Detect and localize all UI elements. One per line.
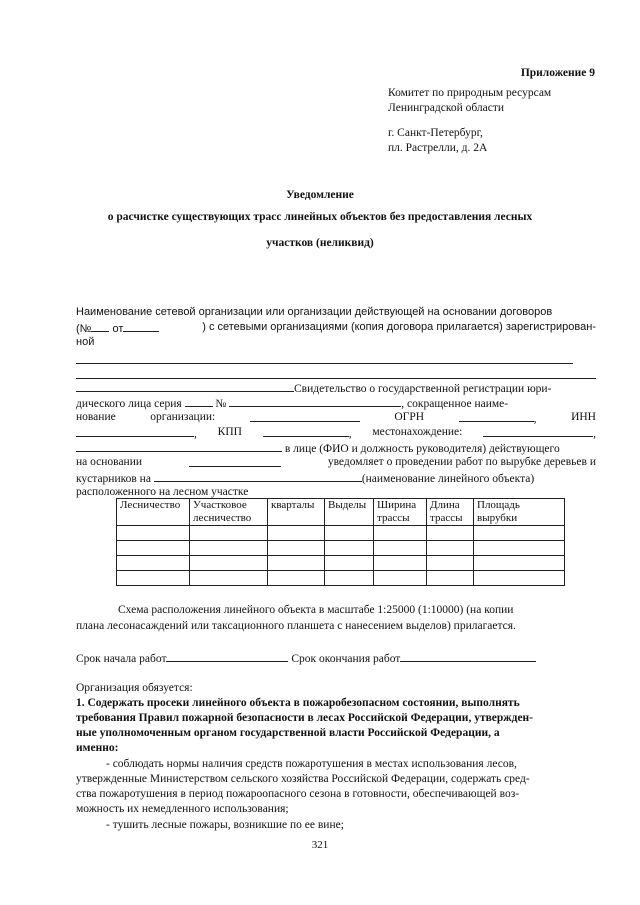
address-line: г. Санкт-Петербург, — [388, 127, 483, 139]
short-name-label: , сокращенное наиме- — [401, 398, 509, 410]
header-width: Ширина трассы — [374, 499, 427, 526]
obligation-item: именно: — [76, 742, 119, 754]
series-blank[interactable] — [185, 395, 213, 407]
ogrn-label: ОГРН — [394, 411, 425, 423]
obligation-paragraph: - тушить лесные пожары, возникшие по ее вине; — [106, 819, 344, 831]
header-quarters: кварталы — [268, 499, 325, 526]
location-blank-2[interactable] — [76, 440, 282, 452]
addressee — [388, 86, 551, 116]
notifies-label: уведомляет о проведении работ по вырубке деревьев и — [327, 456, 596, 468]
inn-blank[interactable] — [76, 425, 194, 437]
org-name-blank[interactable] — [76, 380, 294, 392]
inn-label: ИНН — [571, 411, 596, 423]
kpp-label: КПП — [217, 426, 242, 438]
name-label: нование — [76, 411, 116, 423]
obligation-item: ные уполномоченным органом государственной власти Российской Федерации, а — [76, 727, 500, 739]
addressee-line: Ленинградской области — [388, 102, 505, 114]
contract-text: ) с сетевыми организациями (копия договора прилагается) зарегистрирован- — [202, 321, 596, 333]
obligation-paragraph: - соблюдать нормы наличия средств пожаротушения в местах использования лесов, — [106, 758, 517, 770]
person-label: в лице (ФИО и должность руководителя) действующего — [284, 443, 560, 455]
document-subtitle: о расчистке существующих трасс линейных объектов без предоставления лесных — [107, 211, 533, 223]
num-label: № — [215, 398, 227, 410]
end-date-label: Срок окончания работ — [291, 653, 401, 665]
name-line: нование организации: ОГРН , ИНН — [76, 411, 596, 425]
table-row — [117, 571, 565, 586]
certificate-label: Свидетельство о государственной регистрации юри- — [294, 383, 552, 395]
obligation-paragraph: можность их немедленного использования; — [76, 803, 289, 815]
kpp-line: , КПП , местонахождение: , — [76, 425, 596, 442]
table-header-row — [117, 499, 565, 526]
table-row — [117, 526, 565, 541]
ogrn-blank[interactable] — [459, 410, 534, 422]
location-label: местонахождение: — [372, 426, 463, 438]
address-line: пл. Растрелли, д. 2А — [388, 142, 488, 154]
header-length: Длина трассы — [427, 499, 474, 526]
appendix-label: Приложение 9 — [520, 67, 595, 79]
org-label: организации: — [150, 411, 216, 423]
scheme-line: Схема расположения линейного объекта в масштабе 1:25000 (1:10000) (на копии — [118, 604, 514, 616]
basis-blank[interactable] — [189, 455, 281, 467]
document-title: Уведомление — [286, 189, 354, 201]
table-row — [117, 541, 565, 556]
obligation-paragraph: ства пожаротушения в период пожароопасного сезона в готовности, обеспечивающей воз- — [76, 788, 520, 800]
addressee-line: Комитет по природным ресурсам — [388, 87, 552, 99]
from-label: от — [112, 323, 124, 335]
object-name-label: (наименование линейного объекта) — [361, 473, 535, 485]
header-forestry: Лесничество — [117, 499, 190, 526]
kpp-blank[interactable] — [263, 425, 349, 437]
number-blank[interactable] — [91, 320, 109, 332]
date-blank[interactable] — [123, 320, 159, 332]
dates-line — [76, 650, 596, 667]
header-sections: Выделы — [325, 499, 374, 526]
obligation-paragraph: утвержденные Министерством сельского хозяйства Российской Федерации, содержать сред- — [76, 773, 530, 785]
basis-line — [76, 455, 596, 470]
header-area: Площадь вырубки — [474, 499, 565, 526]
end-date-blank[interactable] — [400, 650, 536, 662]
number-label: (№ — [76, 323, 92, 335]
object-name-blank[interactable] — [154, 470, 362, 482]
page-number: 321 — [311, 839, 329, 851]
start-date-label: Срок начала работ — [76, 653, 167, 665]
location-blank[interactable] — [483, 425, 593, 437]
num-blank[interactable] — [229, 395, 401, 407]
series-label: дического лица серия — [76, 398, 182, 410]
shrubs-label: кустарников на — [76, 473, 151, 485]
blank-line[interactable] — [76, 363, 573, 364]
table-row — [117, 556, 565, 571]
address — [388, 126, 487, 156]
blank-line[interactable] — [76, 378, 596, 379]
obligation-item: 1. Содержать просеки линейного объекта в пожаробезопасном состоянии, выполнять — [76, 697, 520, 709]
forest-plot-table — [116, 498, 565, 586]
intro-line: ной — [76, 336, 95, 348]
start-date-blank[interactable] — [166, 650, 288, 662]
intro-line: Наименование сетевой организации или организации действующей на основании договоров — [76, 306, 553, 318]
located-line: расположенного на лесном участке — [76, 486, 249, 498]
short-name-blank[interactable] — [250, 410, 360, 422]
header-district: Участковое лесничество — [190, 499, 268, 526]
document-subtitle: участков (неликвид) — [266, 237, 374, 249]
obligations-intro: Организация обязуется: — [76, 682, 193, 694]
scheme-line: плана лесонасаждений или таксационного планшета с нанесением выделов) прилагается. — [76, 620, 516, 632]
obligation-item: требования Правил пожарной безопасности в лесах Российской Федерации, утвержден- — [76, 712, 534, 724]
basis-label: на основании — [76, 456, 143, 468]
